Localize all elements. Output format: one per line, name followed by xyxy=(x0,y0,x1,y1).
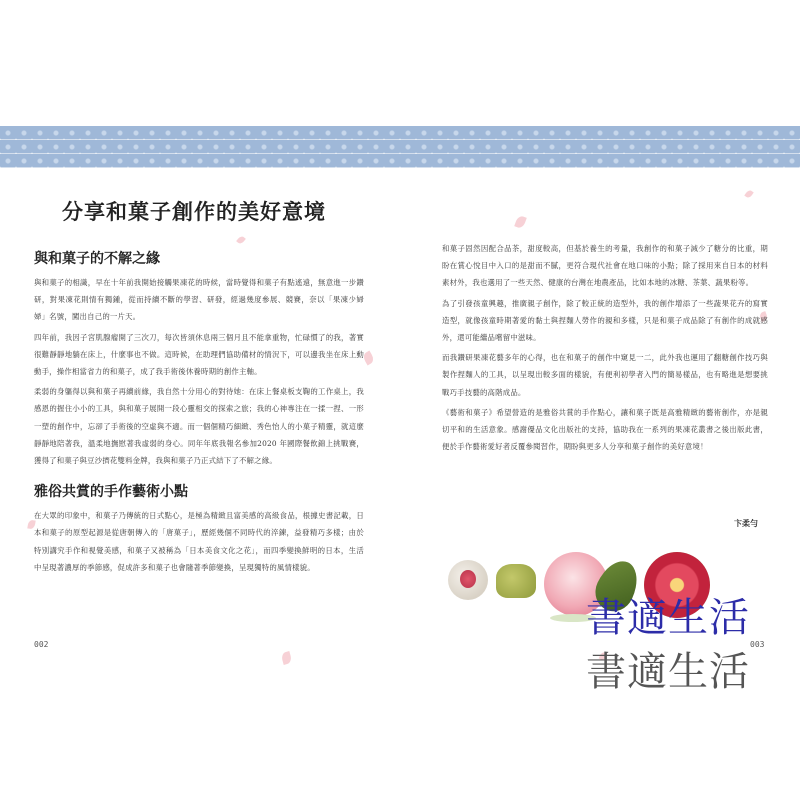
petal-decoration xyxy=(236,235,246,245)
paragraph: 柔弱的身軀得以與和菓子再續前緣，我自然十分用心的對待她：在床上餐桌板支鞠的工作桌上，我感恩的握住小小的工具，與和菓子展開一段心靈相交的探索之旅；我的心神專注在一揉一捏、一形一塑的創作中，忘卻了手術後的空虛與不適。而一個個精巧細緻、秀色怡人的小菓子精靈，就這麼靜靜地陪著我，溫柔地撫慰著我虛弱的身心。同年年底我報名參加2020 年國際餐飲錦上挑戰賽，獲得了和菓子與豆沙擠花雙料金牌，我與和菓子乃正式結下了不解之緣。 xyxy=(34,387,364,466)
decorative-pattern-band xyxy=(0,126,800,168)
wagashi-image xyxy=(460,570,476,588)
author-signature: 卞柔勻 xyxy=(734,518,758,528)
page-number: 002 xyxy=(34,640,49,649)
paragraph: 而我鑽研果凍花藝多年的心得，也在和菓子的創作中窺見一二，此外我也運用了翻糖創作技巧與製作捏麵人的工具，以呈現出較多面的樣貌，有便利初學者入門的簡易樣品，也有略進是想要挑戰巧手技藝的高階成品。 xyxy=(442,353,768,397)
petal-decoration xyxy=(744,189,754,199)
left-column xyxy=(34,248,364,579)
page-title: 分享和菓子創作的美好意境 xyxy=(62,199,326,224)
section-title: 與和菓子的不解之緣 xyxy=(34,251,160,267)
paragraph: 《藝術和菓子》希望營造的是雅俗共賞的手作點心，讓和菓子既是高雅精緻的藝術創作，亦是親切平和的生活意象。感謝優品文化出版社的支持，協助我在一系列的果凍花叢書之後出版此書，便於手作藝術愛好者反覆參閱習作，期盼與更多人分享和菓子創作的美好意境！ xyxy=(442,407,768,452)
paragraph: 在大眾的印象中，和菓子乃傳統的日式點心，是極為精緻且富美感的高級食品，根據史書記載，日本和菓子的原型起源是從唐朝傳入的「唐菓子」，歷經幾個不同時代的淬鍊，益發精巧多樣；由於特別講究手作和視覺美感，和菓子又被稱為「日本美食文化之花」，而四季變換鮮明的日本，生活中呈現著濃厚的季節感，促成許多和菓子也會隨著季節變換，呈現獨特的風情樣貌。 xyxy=(34,511,364,572)
page-number: 003 xyxy=(750,640,765,649)
paragraph: 為了引發孩童興趣，推廣親子創作，除了較正統的造型外，我的創作增添了一些蔬果花卉的寫實造型，就像孩童時期著愛的黏土與捏麵人勞作的親和多樣，只是和菓子成品除了有創作的成就感外，還可能繼品嚐留中滋味。 xyxy=(442,298,768,343)
right-column xyxy=(442,240,768,458)
publisher-watermark: 書適生活 xyxy=(586,595,750,641)
petal-decoration xyxy=(514,215,527,229)
petal-decoration xyxy=(281,651,293,665)
section-title: 雅俗共賞的手作藝術小點 xyxy=(34,484,188,501)
paragraph: 四年前，我因子宮肌腺瘤開了三次刀，每次皆須休息兩三個月且不能拿重物，忙碌慣了的我，著實很難靜靜地躺在床上，什麼事也不做。這時候，在助理們協助備材的情況下，可以邊我坐在床上動動手，操作相當省力的和菓子，成了我手術後休養時期的創作主軸。 xyxy=(34,332,364,377)
wagashi-image xyxy=(496,564,536,598)
paragraph: 和菓子固然因配合品茶，甜度較高，但基於養生的考量，我創作的和菓子減少了糖分的比重，期盼在賞心悅目中入口的是甜而不膩，更符合現代社會在地口味的小點；除了採用來自日本的材料素材外，我也選用了一些天然、健康的台灣在地農產品，比如本地的冰糖、茶葉、蔬果粉等。 xyxy=(442,244,768,288)
paragraph: 與和菓子的相識，早在十年前我開始接觸果凍花的時候，當時覺得和菓子有點遙遠，無意進一步鑽研，對果凍花則情有獨鍾，從而持續不斷的學習、研發，經過幾度參展、競賽，奈以「果凍少婦婦」名號，闖出自己的一片天。 xyxy=(34,278,364,322)
publisher-watermark: 書適生活 xyxy=(586,649,750,695)
